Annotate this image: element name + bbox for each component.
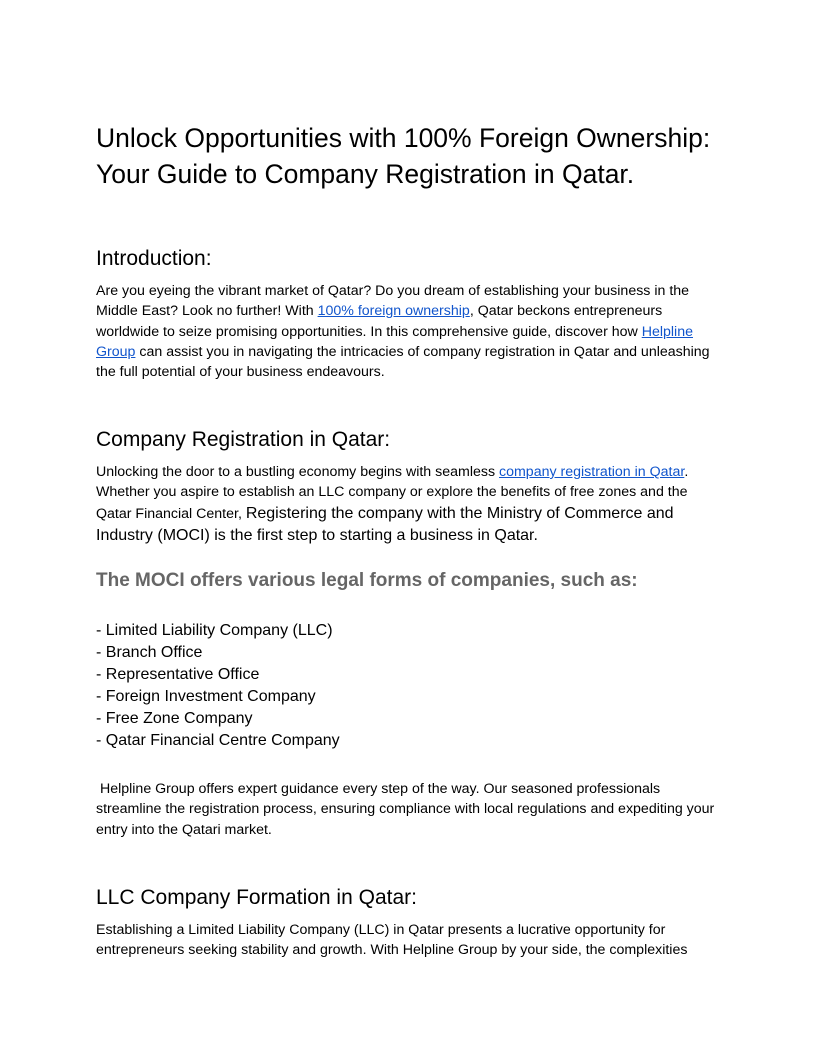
list-item: - Foreign Investment Company: [96, 688, 316, 705]
llc-formation-paragraph: Establishing a Limited Liability Company (LLC) in Qatar presents a lucrative opportunity for entrepreneurs seeking stability and growth. With Helpline Group by your side, the complexities: [96, 922, 688, 959]
registration-text-1: Unlocking the door to a bustling economy begins with seamless: [96, 464, 499, 480]
llc-formation-heading: LLC Company Formation in Qatar:: [96, 886, 417, 909]
list-item: - Qatar Financial Centre Company: [96, 732, 340, 749]
foreign-ownership-link[interactable]: 100% foreign ownership: [317, 303, 470, 320]
intro-text-3: can assist you in navigating the intricacies of company registration in Qatar and unleashing the full potential of your business endeavours.: [96, 343, 710, 381]
list-item: - Free Zone Company: [96, 710, 253, 727]
moci-forms-subheading: The MOCI offers various legal forms of companies, such as:: [96, 570, 638, 591]
company-registration-heading: Company Registration in Qatar:: [96, 428, 391, 451]
title-line-2: Your Guide to Company Registration in Qatar.: [96, 159, 635, 189]
legal-forms-list: [96, 620, 340, 752]
list-item: - Branch Office: [96, 644, 203, 661]
helpline-guidance-paragraph: Helpline Group offers expert guidance every step of the way. Our seasoned professionals streamline the registration process, ensuring compliance with local regulations and expediting your entry into the Qatari market.: [96, 781, 715, 838]
list-item: - Representative Office: [96, 666, 260, 683]
helpline-group-link[interactable]: Helpline Group: [96, 323, 693, 360]
introduction-paragraph: [96, 281, 720, 382]
company-registration-paragraph: [96, 462, 720, 547]
company-registration-link[interactable]: company registration in Qatar: [499, 464, 685, 480]
list-item: - Limited Liability Company (LLC): [96, 622, 333, 639]
title-line-1: Unlock Opportunities with 100% Foreign Ownership:: [96, 123, 711, 153]
registration-text-2: . Whether you aspire to establish an LLC company or explore the benefits of free zones and the Qatar Financial Center,: [96, 464, 689, 522]
introduction-heading: Introduction:: [96, 247, 212, 270]
document-title: [96, 120, 736, 192]
registration-text-3: Registering the company with the Ministry of Commerce and Industry (MOCI) is the first step to starting a business in Qatar.: [96, 504, 674, 544]
intro-text-2: , Qatar beckons entrepreneurs worldwide to seize promising opportunities. In this comprehensive guide, discover how: [96, 303, 663, 340]
intro-text-1: Are you eyeing the vibrant market of Qatar? Do you dream of establishing your business in the Middle East? Look no further! With: [96, 283, 690, 320]
